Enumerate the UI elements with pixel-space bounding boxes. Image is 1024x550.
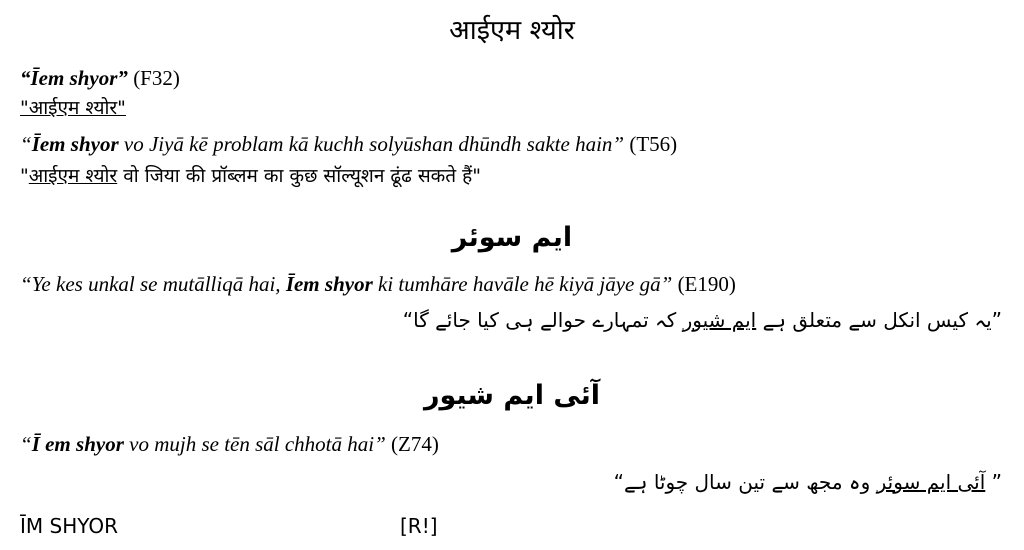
entry3-urdu xyxy=(403,308,1002,332)
entry2-ref: (T56) xyxy=(624,132,678,156)
entry4-urdu xyxy=(614,470,1002,494)
entry3-urdu-underlined: ایم شیور xyxy=(682,308,757,332)
entry3-urdu-a: ”یہ کیس انکل سے متعلق ہے xyxy=(756,308,1002,332)
footer-headword: ĪM SHYOR xyxy=(20,514,119,538)
entry4-roman: “Ī em shyor vo mujh se tēn sāl chhotā hai” (Z74) xyxy=(20,432,439,456)
entry2-roman-rest: vo Jiyā kē problam kā kuchh solyūshan dhūndh sakte hain” xyxy=(118,132,625,156)
entry1-roman xyxy=(20,66,180,91)
entry2-deva-open: " xyxy=(20,165,29,187)
entry4-urdu-underlined: آئی ایم سوئر xyxy=(876,470,986,494)
entry2-devanagari xyxy=(20,162,481,188)
urdu-title-1: ایم سوئر xyxy=(451,222,573,253)
entry1-ref: (F32) xyxy=(127,66,180,90)
entry4-roman-rest: vo mujh se tēn sāl chhotā hai” xyxy=(123,432,386,456)
entry4-roman-bold: Ī em shyor xyxy=(31,432,124,456)
entry4-urdu-a: ” xyxy=(985,470,1002,494)
entry4-ref: (Z74) xyxy=(385,432,439,456)
entry4-urdu-b: وہ مجھ سے تین سال چوٹا ہے“ xyxy=(613,470,877,494)
entry1-devanagari-text: "आईएम श्योर" xyxy=(20,97,126,119)
entry2-deva-underlined: आईएम श्योर xyxy=(28,165,118,187)
entry3-ref: (E190) xyxy=(672,272,736,296)
entry2-deva-rest: वो जिया की प्रॉब्लम का कुछ सॉल्यूशन ढूंढ सकते हैं" xyxy=(117,165,481,187)
entry2-roman-bold: Īem shyor xyxy=(31,132,119,156)
entry3-roman-a: “Ye kes unkal se mutālliqā hai, xyxy=(20,272,286,296)
entry3-urdu-b: کہ تمہارے حوالے ہی کیا جائے گا“ xyxy=(402,308,683,332)
footer-tag: [R!] xyxy=(400,514,438,538)
entry1-devanagari xyxy=(20,94,126,120)
entry3-roman-bold: Īem shyor xyxy=(285,272,373,296)
entry3-roman-b: ki tumhāre havāle hē kiyā jāye gā” xyxy=(372,272,673,296)
entry1-roman-text: “Īem shyor” xyxy=(20,66,128,90)
urdu-title-2: آئی ایم شیور xyxy=(423,380,601,411)
title-devanagari: आईएम श्योर xyxy=(449,15,575,46)
entry3-roman xyxy=(20,272,736,297)
entry2-roman: “Īem shyor vo Jiyā kē problam kā kuchh solyūshan dhūndh sakte hain” (T56) xyxy=(20,132,678,156)
